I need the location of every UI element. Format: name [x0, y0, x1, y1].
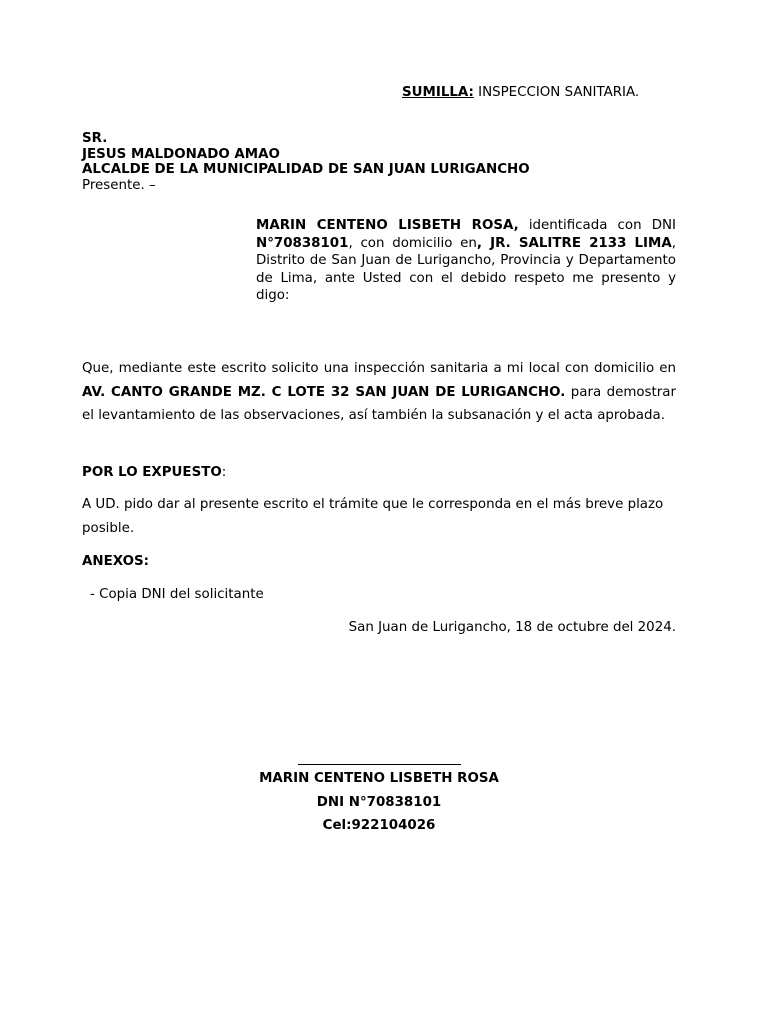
por-lo-expuesto-label: POR LO EXPUESTO — [82, 465, 222, 480]
sumilla-label: SUMILLA: — [402, 85, 474, 100]
por-lo-expuesto-colon: : — [221, 465, 227, 480]
intro-paragraph — [256, 217, 676, 305]
addressee-block — [82, 131, 530, 193]
signature-block — [82, 767, 676, 838]
sumilla-text: INSPECCION SANITARIA. — [473, 85, 640, 100]
addressee-name: JESUS MALDONADO AMAO — [82, 146, 280, 162]
body-text-end: para demostrar el levantamiento de las observaciones, así también la subsanación y el acta aprobada. — [82, 384, 676, 423]
anexo-item: - Copia DNI del solicitante — [90, 587, 264, 602]
applicant-address: , JR. SALITRE 2133 LIMA — [476, 235, 672, 251]
signature-name: MARIN CENTENO LISBETH ROSA — [259, 771, 499, 786]
body-text-start: Que, mediante este escrito solicito una inspección sanitaria a mi local con domicilio en — [82, 361, 676, 376]
signature-dni: DNI N°70838101 — [316, 794, 442, 810]
local-address: AV. CANTO GRANDE MZ. C LOTE 32 SAN JUAN DE LURIGANCHO. — [82, 384, 566, 400]
applicant-dni: N°70838101 — [256, 235, 349, 251]
signature-phone: Cel:922104026 — [322, 818, 436, 833]
sumilla-line — [402, 84, 639, 102]
intro-text-1: identificada con DNI — [518, 218, 676, 233]
body-paragraph — [82, 357, 676, 428]
intro-text-2: , con domicilio en — [348, 235, 477, 251]
signature-line — [298, 764, 461, 765]
intro-text-3: , Distrito de San Juan de Lurigancho, Provincia y Departamento de Lima, ante Usted con el debido respeto me presento y digo: — [256, 235, 676, 303]
request-paragraph: A UD. pido dar al presente escrito el trámite que le corresponda en el más breve plazo posible. — [82, 497, 664, 536]
applicant-name: MARIN CENTENO LISBETH ROSA, — [256, 218, 519, 233]
addressee-position: ALCALDE DE LA MUNICIPALIDAD DE SAN JUAN LURIGANCHO — [82, 162, 530, 177]
anexos-title: ANEXOS: — [82, 554, 149, 569]
date-line: San Juan de Lurigancho, 18 de octubre del 2024. — [348, 620, 676, 635]
por-lo-expuesto — [82, 461, 226, 485]
presente-line: Presente. – — [82, 177, 156, 193]
salutation: SR. — [82, 131, 108, 146]
